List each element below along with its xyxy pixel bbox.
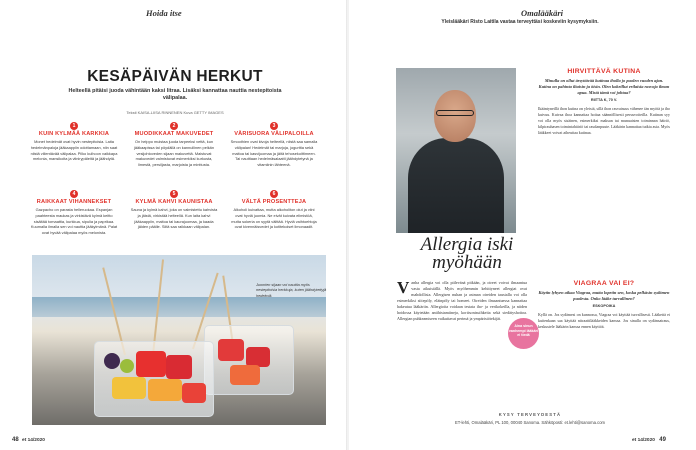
qa-kutina xyxy=(538,68,670,135)
footer-contact: ET-lehti, Omalääkäri, PL 100, 00040 Sanoma. Sähköposti: et.lehti@sanoma.com xyxy=(454,420,606,425)
watermelon-piece xyxy=(218,339,244,361)
doctor-portrait xyxy=(396,68,516,233)
tip-heading: RAIKKAAT VIHANNEKSET xyxy=(36,199,112,205)
drop-cap: V xyxy=(397,278,410,297)
tip-number: 4 xyxy=(70,190,78,198)
left-page xyxy=(0,0,347,450)
tip-number: 1 xyxy=(70,122,78,130)
tip-number: 6 xyxy=(270,190,278,198)
page-title: KESÄPÄIVÄN HERKUT xyxy=(87,68,263,85)
qa-signature: RIITTA K, 70 V. xyxy=(590,98,618,103)
sea-horizon xyxy=(32,297,326,317)
section-label-right: Omalääkäri xyxy=(521,8,564,18)
tip-2 xyxy=(130,122,218,168)
tip-body: Alkoholi kuivattaa, mutta alkoholiton olut ja viini ovat hyviä juomia. Ne eivät kuivata elimistöä, mutta sokeria on syytä välttää. Hyviä vaihtoehtoja ovat kivennäisvedet ja kotitekoiset limonaadit. xyxy=(231,207,317,230)
folio-right xyxy=(632,437,666,443)
watermelon-piece xyxy=(166,355,192,379)
tip-4 xyxy=(30,190,118,236)
kicker-text: Yleislääkäri Risto Laitila vastaa terveyttäsi koskeviin kysymyksiin. xyxy=(441,19,599,25)
qa-viagra xyxy=(538,280,670,330)
photo-caption: Juomien sijaan voi nauttia myös nestepitoisia herkkuja, kuten jäähdytettyjä hedelmiä. xyxy=(256,283,327,298)
tip-heading: MUODIKKAAT MAKUVEDET xyxy=(134,131,214,137)
tip-body: Gazpacho on parasta helleruokaa. Espanjan paahteesta maukas ja virkistävä kylmä keitto sisältää tomaattia, kurkkua, sipulia ja paprikaa. Kuumalla ilmalla sen voi nauttia jääkylmänä. Palat ovat hyvää välipalaa myös melonista. xyxy=(30,207,118,236)
portrait-head xyxy=(434,90,476,142)
qa-answer: Kyllä on. Jos sydämesi on kunnossa, Viagraa voi käyttää turvallisesti. Lääkettä ei kuitenkaan saa käyttää nitraattilääkkeiden kanssa. Jos sinulla on sydänsairaus, keskustele lääkärin kanssa ennen käyttöä. xyxy=(538,312,670,329)
fruit-photo xyxy=(32,255,326,425)
credit-line: Teksti KAISA-LIISA RINNENEN Kuva GETTY IMAGES xyxy=(126,110,224,115)
footer-heading: KYSY TERVEYDESTÄ xyxy=(498,412,562,417)
qa-answer: Ikääntyneillä ihon kutina on yleistä, sillä ihon rasvaisuus vähenee iän myötä ja iho kuivuu. Kuivaa ihoa kannattaa hoitaa säännöllisesti perusvoiteilla. Kutinan syy voi olla myös sisäinen, esimerkiksi maksan tai munuaisten toiminnan häiriö, kilpirauhasen toimintahäiriö tai raudanpuute. Lääkärin kannattaa tutkia asia. Myös lääkkeet voivat aiheuttaa kutinaa. xyxy=(538,106,670,135)
tip-5 xyxy=(130,190,218,230)
tip-body: Smoothien ovat kivoja helteellä, niistä saa samalla välipalan! Hedelmät tai marjoja, jogurttia sekä maitoa tai kasvijuomaa ja jäitä tehosekoittimeen. Tai nautitaan hedelmäsalaatti jäähdytetynä ja vitamiinin lähteenä. xyxy=(230,139,318,168)
tip-6 xyxy=(230,190,318,230)
qa-question: Minulla on ollut ärsyttävää kutinaa iholla jo puolen vuoden ajan. Kutina on pahinta iltaisin ja öisin. Olen kokeillut erilaisia rasvoja ilman apua. Mistä tämä voi johtua? xyxy=(538,78,670,96)
portrait-body xyxy=(408,138,504,233)
tip-heading: KUIN KYLMÄÄ KARKKIA xyxy=(38,131,110,137)
page-number: 49 xyxy=(659,437,666,443)
watermelon-piece xyxy=(246,347,270,367)
melon-piece xyxy=(148,379,182,401)
tip-number: 5 xyxy=(170,190,178,198)
issue-label: et 14/2020 xyxy=(632,438,655,443)
article-headline: Allergia iski myöhään xyxy=(420,234,514,274)
tip-heading: KYLMÄ KAHVI KAUNISTAA xyxy=(135,199,213,205)
qa-signature: ESKOPOIKA xyxy=(592,304,616,309)
article-body xyxy=(397,280,527,321)
tip-1 xyxy=(30,122,118,162)
tip-number: 3 xyxy=(270,122,278,130)
issue-label: et 14/2020 xyxy=(22,438,45,443)
page-number: 48 xyxy=(12,437,19,443)
qa-question: Käytin lyhyen aikaa Viagraa, mutta lopetin sen, koska pelkäsin sydämen puolesta. Onko lääke turvallinen? xyxy=(538,290,670,302)
tip-body: On helppo muistaa juoda tarpeeksi vettä, kun jääkaapissa tai pöydällä on kannullinen pelkän vesijohtoveden sijaan makuvettä. Maistuvat makuvedet valmistuvat esimerkiksi kurkusta, limestä, persiljasta, marjoista ja minttusta. xyxy=(133,139,215,168)
melon-piece xyxy=(230,365,260,385)
intro-text: Helteellä pitäisi juoda vähintään kaksi litraa. Lisäksi kannattaa nauttia nestepitoista välipalaa. xyxy=(68,88,282,102)
pull-quote-bubble: Aina sinun vanhempi lääkäri ei tiedä xyxy=(508,318,539,349)
tip-body: Monet hedelmät ovat hyvin nestepitoisia. Laita hedelmänpaloja jääkaappiin odottamaan, niin saat niistä viilentävää välipalaa. Pilko kulhoon vaikkapa melonia, mansikoita ja viinirypäleitä ja jäähdytä. xyxy=(30,139,118,162)
watermelon-piece xyxy=(182,383,206,403)
tip-heading: VÄLTÄ PROSENTTEJA xyxy=(241,199,307,205)
watermelon-piece xyxy=(136,351,166,377)
tip-number: 2 xyxy=(170,122,178,130)
article-text: anha allergia voi olla piilevänä pitkään, ja oireet voivat ilmaantua vasta aikuisiällä. Myös myöhemmin kehittyneet allergiat ovat mahdollisia. Allergisen nuhan ja astman oireiden taustalla voi olla esimerkiksi siitepöly, eläinpöly tai homeet. Oireiden ilmaantuessa kannattaa hakeutua lääkäriin. Allergioita voidaan testata iho- ja verikokeilla, ja niiden hoidossa käytetään antihistamiineja, kortisonisuihkeita sekä siedätyshoitoa. Allergian puhkeamiseen vaikuttavat perimä ja ympäristötekijät. xyxy=(397,280,527,321)
qa-heading: HIRVITTÄVÄ KUTINA xyxy=(567,68,641,75)
tip-body: Sauna ja kylmä kahvi, joka on valmistettu kahvista ja jäistä, virkistää helteellä. Kun laita kahvi jääkaappiin, maitoa tai kaurajuomaa, ja kaada jäiden päälle. Siitä saa raikkaan välipalan. xyxy=(130,207,218,230)
tip-3 xyxy=(230,122,318,168)
glasses xyxy=(436,110,474,116)
section-label-left: Hoida itse xyxy=(146,8,182,18)
folio-left xyxy=(12,437,45,443)
pineapple-piece xyxy=(112,377,146,399)
grape xyxy=(104,353,120,369)
qa-heading: VIAGRAA VAI EI? xyxy=(573,280,635,287)
tip-heading: VÄRISUORA VÄLIPALOILLA xyxy=(234,131,314,137)
grape xyxy=(120,359,134,373)
